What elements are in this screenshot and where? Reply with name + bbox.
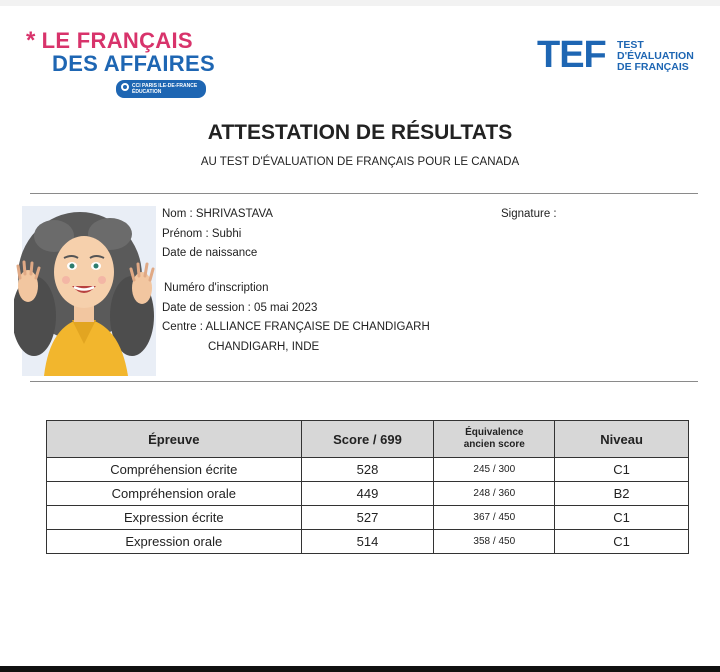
table-row — [47, 506, 689, 530]
numero-inscription-field: Numéro d'inscription — [164, 282, 269, 294]
header-equivalence — [434, 421, 555, 458]
cell-niveau: C1 — [555, 530, 689, 554]
cell-niveau: C1 — [555, 506, 689, 530]
centre-field: Centre : ALLIANCE FRANÇAISE DE CHANDIGARH — [162, 321, 430, 333]
top-divider — [30, 193, 698, 194]
header-niveau: Niveau — [555, 421, 689, 458]
tef-tagline-line2: D'ÉVALUATION — [617, 50, 694, 62]
cell-score: 514 — [301, 530, 434, 554]
cell-equivalence: 248 / 360 — [434, 482, 555, 506]
signature-field: Signature : — [501, 208, 557, 220]
tef-tagline-line3: DE FRANÇAIS — [617, 61, 689, 73]
prenom-field: Prénom : Subhi — [162, 228, 242, 240]
header-score: Score / 699 — [301, 421, 434, 458]
ville-field: CHANDIGARH, INDE — [208, 341, 320, 353]
avatar-illustration — [14, 206, 156, 376]
cell-epreuve: Expression écrite — [47, 506, 302, 530]
cell-niveau: B2 — [555, 482, 689, 506]
cell-epreuve: Compréhension orale — [47, 482, 302, 506]
le-francais-des-affaires-logo — [26, 27, 216, 95]
star-icon: * — [26, 27, 36, 54]
cell-epreuve: Expression orale — [47, 530, 302, 554]
cell-epreuve: Compréhension écrite — [47, 458, 302, 482]
header-equivalence-line1: Équivalence — [465, 427, 524, 438]
cci-badge-text: CCI PARIS ILE-DE-FRANCE ÉDUCATION — [132, 83, 198, 95]
cell-equivalence: 367 / 450 — [434, 506, 555, 530]
cell-score: 528 — [301, 458, 434, 482]
top-edge — [0, 0, 720, 6]
nom-field: Nom : SHRIVASTAVA — [162, 208, 273, 220]
tef-tagline — [617, 40, 720, 73]
cartoon-woman-avatar — [14, 206, 156, 376]
table-row — [47, 530, 689, 554]
bottom-divider — [30, 381, 698, 382]
table-row — [47, 458, 689, 482]
header-epreuve: Épreuve — [47, 421, 302, 458]
table-row — [47, 482, 689, 506]
tef-tagline-line1: TEST — [617, 39, 644, 51]
logo-line1: LE FRANÇAIS — [41, 28, 193, 53]
bottom-edge — [0, 666, 720, 672]
cci-badge — [116, 80, 206, 98]
cell-score: 449 — [301, 482, 434, 506]
date-naissance-field: Date de naissance — [162, 247, 258, 259]
document-title: ATTESTATION DE RÉSULTATS — [207, 121, 513, 144]
cell-equivalence: 245 / 300 — [434, 458, 555, 482]
cci-icon — [121, 83, 129, 91]
table-header-row — [47, 421, 689, 458]
header-equivalence-line2: ancien score — [463, 439, 525, 450]
logo-line2: DES AFFAIRES — [52, 51, 215, 76]
cell-equivalence: 358 / 450 — [434, 530, 555, 554]
document-subtitle: AU TEST D'ÉVALUATION DE FRANÇAIS POUR LE CANADA — [200, 156, 520, 168]
tef-wordmark: TEF — [537, 34, 606, 76]
results-table — [46, 420, 689, 554]
date-session-field: Date de session : 05 mai 2023 — [162, 302, 318, 314]
cell-score: 527 — [301, 506, 434, 530]
cell-niveau: C1 — [555, 458, 689, 482]
